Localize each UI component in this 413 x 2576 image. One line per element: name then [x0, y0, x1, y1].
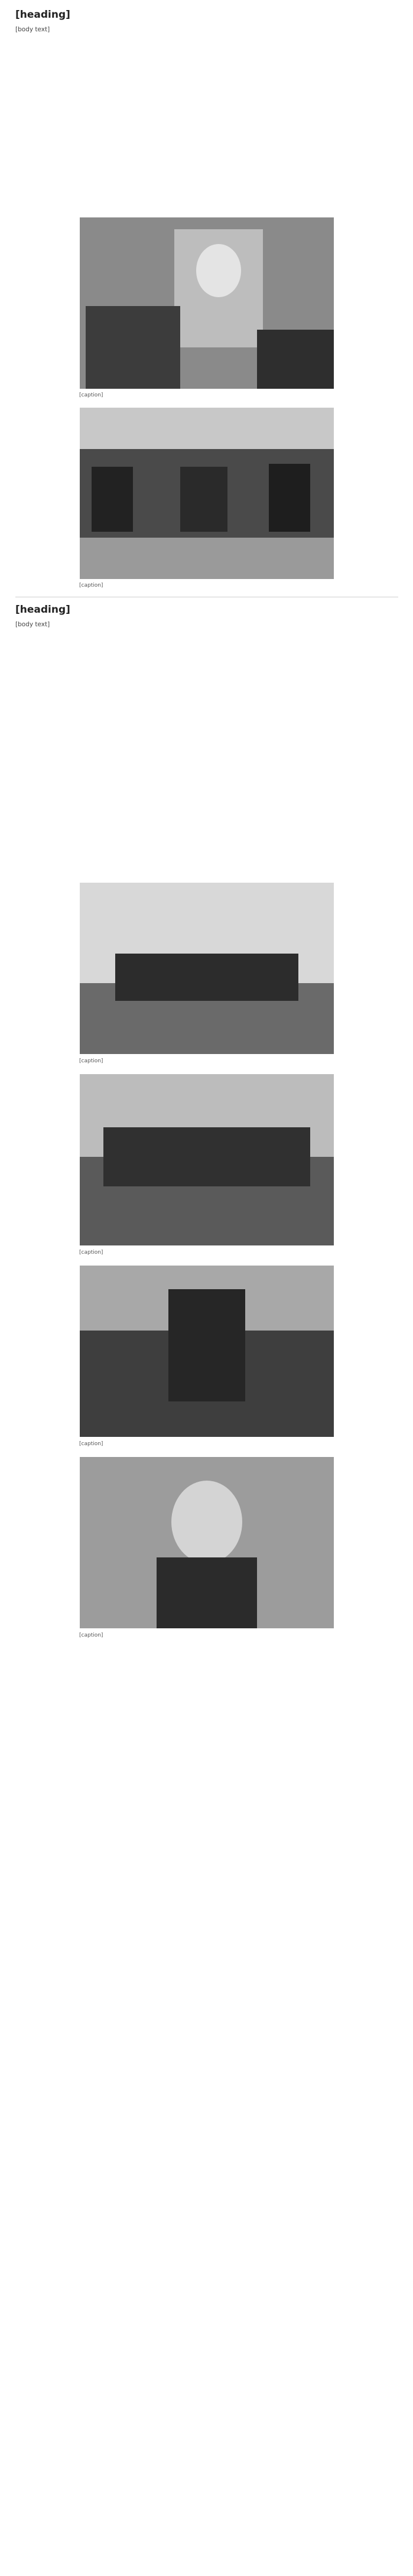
figure-2-image	[80, 408, 334, 579]
figure-6-image	[80, 1457, 334, 1628]
figure-3-photo	[80, 883, 334, 1054]
figure-2-photo	[80, 408, 334, 579]
figure-2-caption: [caption]	[79, 583, 103, 588]
figure-4-caption: [caption]	[79, 1250, 103, 1256]
figure-3-image	[80, 883, 334, 1054]
figure-5-photo	[80, 1266, 334, 1437]
figure-1-image	[80, 217, 334, 389]
figure-4-photo	[80, 1074, 334, 1245]
figure-6-caption: [caption]	[79, 1632, 103, 1638]
section-2-body: [body text]	[15, 621, 50, 628]
section-2-title: [heading]	[15, 597, 398, 616]
figure-1-photo	[80, 217, 334, 389]
section-2	[15, 597, 398, 876]
section-1-title: [heading]	[15, 9, 70, 21]
figure-3-caption: [caption]	[79, 1058, 103, 1064]
figure-4-image	[80, 1074, 334, 1245]
figure-5-image	[80, 1266, 334, 1437]
figure-6-photo	[80, 1457, 334, 1628]
section-1-body: [body text]	[15, 26, 50, 33]
section-1	[15, 8, 398, 209]
figure-5-caption: [caption]	[79, 1441, 103, 1447]
figure-1-caption: [caption]	[79, 392, 103, 398]
